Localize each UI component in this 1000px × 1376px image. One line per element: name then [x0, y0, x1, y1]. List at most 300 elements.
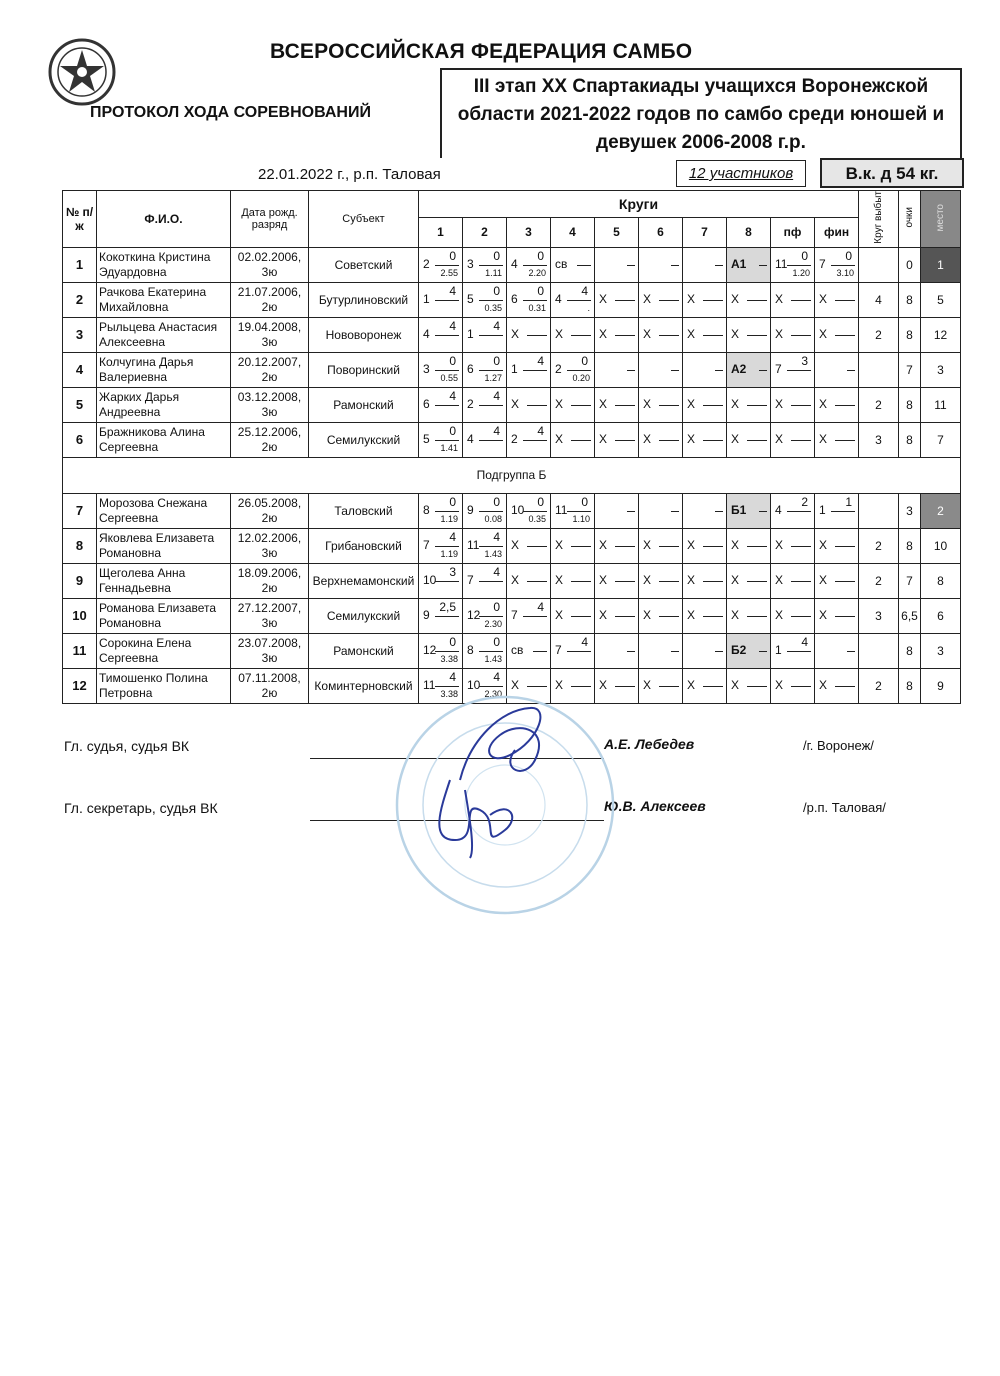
fraction-line — [567, 651, 591, 652]
birth-date: 19.04.2008, — [237, 319, 302, 334]
opponent-number: 6 — [511, 291, 518, 306]
opponent-number: 2 — [511, 431, 518, 446]
round-result — [507, 528, 551, 563]
athlete-surname-name: Тимошенко Полина — [99, 670, 208, 685]
opponent-number: 3 — [467, 256, 474, 271]
athlete-patronymic: Андреевна — [99, 404, 161, 419]
dash-line — [703, 686, 723, 687]
secretary-city: /р.п. Таловая/ — [803, 800, 886, 815]
athlete-dob — [231, 247, 309, 282]
eliminated-mark: X — [555, 607, 564, 622]
round-result — [507, 352, 551, 387]
eliminated-mark: X — [599, 607, 608, 622]
athlete-surname-name: Романова Елизавета — [99, 600, 217, 615]
opponent-number: 4 — [511, 256, 518, 271]
athlete-surname-name: Колчугина Дарья — [99, 354, 194, 369]
round-cell — [771, 283, 814, 317]
round-cell — [683, 423, 726, 457]
dash-line — [759, 265, 767, 266]
dash-line — [835, 616, 855, 617]
header-round-3: 3 — [507, 218, 551, 248]
dash-line — [703, 581, 723, 582]
round-cell — [463, 353, 506, 387]
row-number: 7 — [63, 493, 97, 528]
opponent-number: 11 — [467, 537, 480, 552]
dash-line — [671, 511, 679, 512]
score: 4 — [537, 423, 544, 438]
round-cell — [815, 529, 858, 563]
eliminated-mark: X — [599, 291, 608, 306]
birth-date: 07.11.2008, — [238, 670, 301, 685]
round-result — [595, 282, 639, 317]
round-cell — [595, 634, 638, 668]
round-cell — [683, 318, 726, 352]
round-result — [419, 352, 463, 387]
round-cell — [639, 634, 682, 668]
fraction-line — [787, 265, 811, 266]
place: 5 — [921, 282, 961, 317]
header-rounds: Круги — [419, 191, 859, 218]
birth-date: 21.07.2006, — [237, 284, 302, 299]
opponent-number: 2 — [555, 361, 562, 376]
athlete-surname-name: Рачкова Екатерина — [99, 284, 207, 299]
header-round-7: 7 — [683, 218, 727, 248]
table-row — [63, 247, 961, 282]
eliminated-mark: X — [819, 607, 828, 622]
round-cell — [727, 599, 770, 633]
header-round-2: 2 — [463, 218, 507, 248]
round-result — [463, 633, 507, 668]
dash-line — [659, 616, 679, 617]
dash-line — [615, 300, 635, 301]
athlete-name — [97, 387, 231, 422]
round-cell — [551, 634, 594, 668]
score: 4 — [537, 353, 544, 368]
federation-logo — [48, 38, 116, 106]
birth-date: 25.12.2006, — [237, 424, 302, 439]
round-result — [727, 668, 771, 703]
round-result — [771, 633, 815, 668]
round-cell — [507, 248, 550, 282]
dash-line — [527, 581, 547, 582]
round-cell — [771, 564, 814, 598]
dash-line — [835, 546, 855, 547]
round-result — [815, 528, 859, 563]
round-cell — [551, 599, 594, 633]
dash-line — [791, 300, 811, 301]
eliminated-mark: X — [819, 291, 828, 306]
fraction-line — [435, 511, 459, 512]
round-result — [595, 633, 639, 668]
dash-line — [835, 581, 855, 582]
bye-mark: св — [555, 256, 568, 271]
table-row — [63, 598, 961, 633]
eliminated-mark: X — [731, 537, 740, 552]
dash-line — [615, 686, 635, 687]
bout-time: 1.10 — [572, 513, 590, 524]
eliminated-mark: X — [599, 431, 608, 446]
round-cell — [815, 318, 858, 352]
opponent-number: 8 — [467, 642, 474, 657]
bout-time: 2.55 — [440, 267, 458, 278]
score: 0 — [537, 494, 544, 509]
points: 8 — [899, 317, 921, 352]
round-cell — [815, 599, 858, 633]
sport-rank: 2ю — [261, 439, 278, 454]
dash-line — [747, 300, 767, 301]
athlete-subject: Грибановский — [309, 528, 419, 563]
score: 4 — [493, 564, 500, 579]
round-result — [639, 528, 683, 563]
eliminated-mark: X — [775, 326, 784, 341]
sport-rank: 3ю — [261, 404, 278, 419]
round-cell — [727, 564, 770, 598]
fraction-line — [479, 686, 503, 687]
fraction-line — [479, 405, 503, 406]
points: 7 — [899, 563, 921, 598]
round-result — [727, 633, 771, 668]
round-result — [507, 422, 551, 457]
row-number: 8 — [63, 528, 97, 563]
round-cell — [463, 494, 506, 528]
round-cell — [595, 529, 638, 563]
round-cell — [463, 388, 506, 422]
eliminated-mark: X — [731, 607, 740, 622]
points: 8 — [899, 387, 921, 422]
round-cell — [595, 564, 638, 598]
round-result — [639, 563, 683, 598]
dash-line — [571, 546, 591, 547]
dash-line — [759, 370, 767, 371]
fraction-line — [523, 265, 547, 266]
round-result — [683, 247, 727, 282]
athlete-surname-name: Бражникова Алина — [99, 424, 205, 439]
round-result — [727, 317, 771, 352]
score: 2 — [801, 494, 808, 509]
dash-line — [659, 300, 679, 301]
header-round-4: 4 — [551, 218, 595, 248]
athlete-subject: Советский — [309, 247, 419, 282]
dash-line — [571, 581, 591, 582]
score: 0 — [845, 248, 852, 263]
dash-line — [627, 651, 635, 652]
athlete-patronymic: Михайловна — [99, 299, 169, 314]
athlete-patronymic: Романовна — [99, 615, 162, 630]
fraction-line — [523, 440, 547, 441]
sport-rank: 3ю — [261, 650, 278, 665]
round-result — [815, 493, 859, 528]
round-out: 4 — [859, 282, 899, 317]
score: 3 — [801, 353, 808, 368]
round-cell — [463, 529, 506, 563]
round-cell — [727, 318, 770, 352]
dash-line — [835, 405, 855, 406]
round-result — [683, 668, 727, 703]
competition-table — [62, 190, 961, 704]
round-result — [595, 317, 639, 352]
eliminated-mark: X — [775, 537, 784, 552]
round-cell — [419, 634, 462, 668]
athlete-subject: Семилукский — [309, 598, 419, 633]
athlete-name — [97, 633, 231, 668]
table-row — [63, 282, 961, 317]
table-row — [63, 563, 961, 598]
round-cell — [551, 423, 594, 457]
round-cell — [595, 283, 638, 317]
round-cell — [639, 318, 682, 352]
round-cell — [507, 353, 550, 387]
place: 9 — [921, 668, 961, 703]
round-result — [551, 247, 595, 282]
dash-line — [615, 405, 635, 406]
fraction-line — [435, 686, 459, 687]
dash-line — [571, 440, 591, 441]
eliminated-mark: X — [819, 677, 828, 692]
fraction-line — [435, 405, 459, 406]
round-result — [683, 387, 727, 422]
round-cell — [463, 564, 506, 598]
round-result — [419, 633, 463, 668]
round-result — [815, 282, 859, 317]
bout-time: 0.20 — [572, 372, 590, 383]
round-cell — [507, 423, 550, 457]
athlete-patronymic: Алексеевна — [99, 334, 166, 349]
dash-line — [835, 300, 855, 301]
eliminated-mark: X — [511, 396, 520, 411]
round-result — [771, 352, 815, 387]
score: 0 — [449, 494, 456, 509]
bout-time: 1.19 — [440, 548, 458, 559]
round-cell — [815, 669, 858, 703]
opponent-number: 4 — [555, 291, 562, 306]
dash-line — [571, 616, 591, 617]
score: 0 — [449, 353, 456, 368]
dash-line — [791, 546, 811, 547]
fraction-line — [523, 300, 547, 301]
round-result — [595, 563, 639, 598]
round-out: 3 — [859, 422, 899, 457]
round-result — [551, 528, 595, 563]
dash-line — [615, 616, 635, 617]
dash-line — [671, 651, 679, 652]
header-place: место — [921, 191, 961, 248]
row-number: 2 — [63, 282, 97, 317]
round-result — [683, 563, 727, 598]
fraction-line — [479, 651, 503, 652]
dash-line — [533, 651, 547, 652]
round-result — [419, 317, 463, 352]
round-cell — [551, 494, 594, 528]
round-result — [771, 247, 815, 282]
round-result — [551, 422, 595, 457]
points: 8 — [899, 668, 921, 703]
fraction-line — [567, 300, 591, 301]
bout-time: 1.43 — [484, 653, 502, 664]
round-result — [595, 352, 639, 387]
round-cell — [507, 564, 550, 598]
dash-line — [703, 300, 723, 301]
dash-line — [703, 405, 723, 406]
fraction-line — [479, 581, 503, 582]
birth-date: 12.02.2006, — [237, 530, 302, 545]
round-result — [639, 598, 683, 633]
opponent-number: 5 — [423, 431, 430, 446]
round-cell — [639, 564, 682, 598]
points: 6,5 — [899, 598, 921, 633]
header-round-out: Круг выбыт — [859, 191, 899, 248]
opponent-number: 9 — [467, 502, 474, 517]
round-result — [419, 563, 463, 598]
athlete-patronymic: Сергеевна — [99, 439, 159, 454]
fraction-line — [567, 370, 591, 371]
group-mark-cell — [727, 494, 770, 528]
row-number: 11 — [63, 633, 97, 668]
round-result — [815, 387, 859, 422]
round-cell — [419, 283, 462, 317]
dash-line — [791, 335, 811, 336]
fraction-line — [787, 370, 811, 371]
round-cell — [683, 353, 726, 387]
round-result — [771, 422, 815, 457]
round-cell — [463, 599, 506, 633]
bye-mark: св — [511, 642, 524, 657]
points: 8 — [899, 282, 921, 317]
round-out — [859, 352, 899, 387]
eliminated-mark: X — [819, 431, 828, 446]
dash-line — [659, 335, 679, 336]
round-result — [463, 387, 507, 422]
fraction-line — [479, 546, 503, 547]
fraction-line — [479, 335, 503, 336]
eliminated-mark: X — [599, 396, 608, 411]
round-cell — [639, 388, 682, 422]
round-cell — [815, 388, 858, 422]
table-row — [63, 633, 961, 668]
eliminated-mark: X — [687, 572, 696, 587]
header-dob: Дата рожд. разряд — [231, 191, 309, 248]
eliminated-mark: X — [687, 677, 696, 692]
dash-line — [659, 546, 679, 547]
opponent-number: 6 — [467, 361, 474, 376]
athlete-patronymic: Сергеевна — [99, 650, 159, 665]
eliminated-mark: X — [687, 291, 696, 306]
athlete-surname-name: Рыльцева Анастасия — [99, 319, 218, 334]
round-result — [815, 422, 859, 457]
round-cell — [683, 634, 726, 668]
athlete-dob — [231, 317, 309, 352]
sport-rank: 2ю — [261, 369, 278, 384]
eliminated-mark: X — [511, 326, 520, 341]
dash-line — [747, 616, 767, 617]
round-result — [639, 352, 683, 387]
score: 4 — [581, 634, 588, 649]
opponent-number: 5 — [467, 291, 474, 306]
round-result — [507, 317, 551, 352]
athlete-subject: Верхнемамонский — [309, 563, 419, 598]
birth-date: 20.12.2007, — [237, 354, 302, 369]
birth-date: 23.07.2008, — [237, 635, 302, 650]
round-cell — [639, 353, 682, 387]
dash-line — [791, 581, 811, 582]
opponent-number: 7 — [819, 256, 826, 271]
dash-line — [791, 686, 811, 687]
eliminated-mark: X — [731, 291, 740, 306]
eliminated-mark: X — [775, 431, 784, 446]
round-result — [595, 422, 639, 457]
round-result — [683, 633, 727, 668]
round-cell — [771, 599, 814, 633]
eliminated-mark: X — [775, 607, 784, 622]
eliminated-mark: X — [775, 677, 784, 692]
opponent-number: 6 — [423, 396, 430, 411]
score: 0 — [449, 634, 456, 649]
birth-date: 18.09.2006, — [237, 565, 302, 580]
opponent-number: 7 — [467, 572, 474, 587]
event-line-2: области 2021-2022 годов по самбо среди юношей и — [457, 104, 945, 125]
row-number: 5 — [63, 387, 97, 422]
row-number: 12 — [63, 668, 97, 703]
round-cell — [463, 248, 506, 282]
athlete-surname-name: Яковлева Елизавета — [99, 530, 215, 545]
score: 0 — [493, 248, 500, 263]
group-mark-cell — [727, 248, 770, 282]
round-result — [683, 352, 727, 387]
dash-line — [703, 616, 723, 617]
dash-line — [527, 546, 547, 547]
round-result — [771, 668, 815, 703]
round-result — [727, 493, 771, 528]
bout-time: . — [587, 302, 590, 313]
fraction-line — [523, 616, 547, 617]
round-cell — [771, 388, 814, 422]
round-result — [771, 282, 815, 317]
score: 4 — [801, 634, 808, 649]
round-cell — [771, 423, 814, 457]
opponent-number: 7 — [555, 642, 562, 657]
score: 4 — [493, 423, 500, 438]
date-place: 22.01.2022 г., р.п. Таловая — [258, 166, 441, 183]
round-result — [463, 493, 507, 528]
event-line-1: III этап XX Спартакиады учащихся Воронежской — [473, 76, 929, 97]
opponent-number: 3 — [423, 361, 430, 376]
round-result — [727, 282, 771, 317]
dash-line — [747, 686, 767, 687]
table-row — [63, 317, 961, 352]
round-cell — [419, 318, 462, 352]
round-result — [815, 633, 859, 668]
eliminated-mark: X — [643, 396, 652, 411]
dash-line — [791, 405, 811, 406]
athlete-dob — [231, 493, 309, 528]
athlete-dob — [231, 633, 309, 668]
participants-count: 12 участников — [676, 160, 806, 187]
round-result — [727, 352, 771, 387]
round-result — [683, 528, 727, 563]
eliminated-mark: X — [687, 326, 696, 341]
bout-time: 1.20 — [792, 267, 810, 278]
bout-time: 1.41 — [440, 442, 458, 453]
score: 0 — [493, 353, 500, 368]
round-result — [639, 668, 683, 703]
birth-date: 26.05.2008, — [237, 495, 302, 510]
eliminated-mark: X — [819, 326, 828, 341]
round-result — [771, 528, 815, 563]
eliminated-mark: X — [731, 677, 740, 692]
athlete-patronymic: Петровна — [99, 685, 153, 700]
eliminated-mark: X — [555, 537, 564, 552]
eliminated-mark: X — [555, 326, 564, 341]
fraction-line — [435, 335, 459, 336]
